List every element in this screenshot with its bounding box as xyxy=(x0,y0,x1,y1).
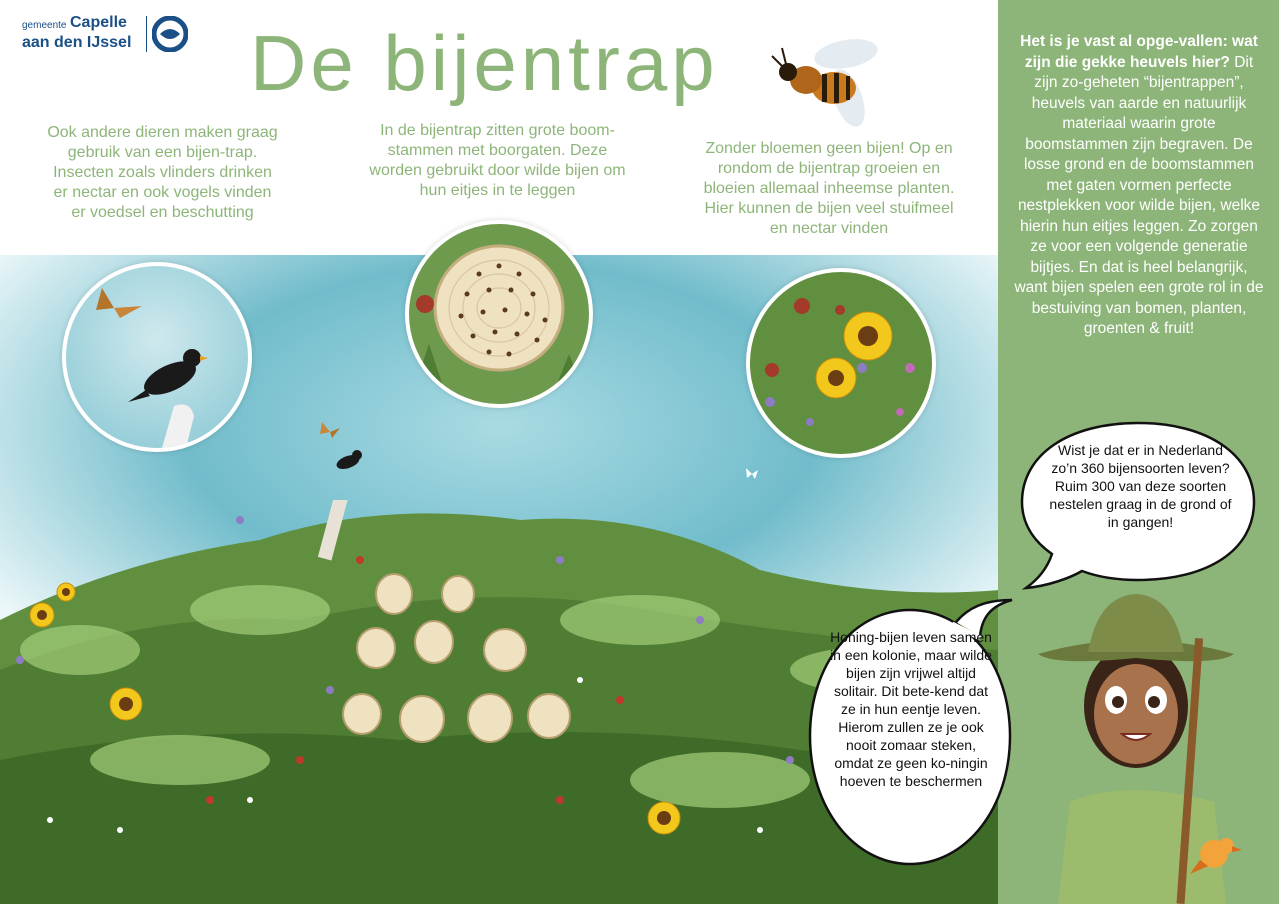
logo-subtitle: aan den IJssel xyxy=(22,34,132,51)
circle-flowers-image xyxy=(746,268,936,458)
circle-trunk-image xyxy=(405,220,593,408)
intro-trunks: In de bijentrap zitten grote boom-stammen met boorgaten. Deze worden gebruikt door wilde bijen om hun eitjes in te leggen xyxy=(369,122,626,199)
logo-small-text: gemeente xyxy=(22,20,67,31)
municipality-logo xyxy=(20,14,190,56)
logo-divider xyxy=(146,16,147,52)
sidebar-body: Dit zijn zo-geheten “bijentrappen”, heuvels van aarde en natuurlijk materiaal waarin grote boomstammen zijn begraven. De losse grond en de boomstammen met gaten vormen perfecte nestplekken voor wilde bijen, welke hierin hun eitjes leggen. Zo zorgen ze voor een volgende generatie bijtjes. En dat is heel belangrijk, want bijen spelen een grote rol in de bestuiving van bomen, planten, groenten & fruit! xyxy=(1014,53,1264,337)
white-butterfly-icon xyxy=(744,466,760,482)
ranger-girl-illustration xyxy=(1018,588,1279,904)
butterfly-icon xyxy=(96,288,142,318)
blackbird-icon xyxy=(332,446,366,472)
sidebar-intro-bold: Het is je vast al opge-vallen: wat zijn die gekke heuvels hier? xyxy=(1020,33,1258,71)
bee-icon xyxy=(768,28,888,132)
sidebar-info-text xyxy=(1014,32,1264,340)
intro-animals: Ook andere dieren maken graag gebruik van een bijen-trap. Insecten zoals vlinders drinken er nectar en ook vogels vinden er voedsel en beschutting xyxy=(47,124,278,221)
blackbird-icon xyxy=(128,349,208,402)
circle-animals-image xyxy=(62,262,252,452)
fact-bubble-top: Wist je dat er in Nederland zo’n 360 bijensoorten leven? Ruim 300 van deze soorten nestelen graag in de grond of in gangen! xyxy=(1049,442,1232,530)
butterfly-icon xyxy=(318,420,342,444)
page-title: De bijentrap xyxy=(250,19,719,107)
intro-flowers: Zonder bloemen geen bijen! Op en rondom de bijentrap groeien en bloeien allemaal inheemse planten. Hier kunnen de bijen veel stuifmeel en nectar vinden xyxy=(703,140,955,237)
fact-bubble-bottom: Honing-bijen leven samen in een kolonie, maar wilde bijen zijn vrijwel altijd solitair. Dit bete-kend dat ze in hun eentje leven. Hierom zullen ze je ook nooit zomaar steken, omdat ze geen ko-ningin hoeven te beschermen xyxy=(830,629,992,789)
logo-emblem-icon xyxy=(152,16,188,52)
logo-name: Capelle xyxy=(70,14,127,31)
